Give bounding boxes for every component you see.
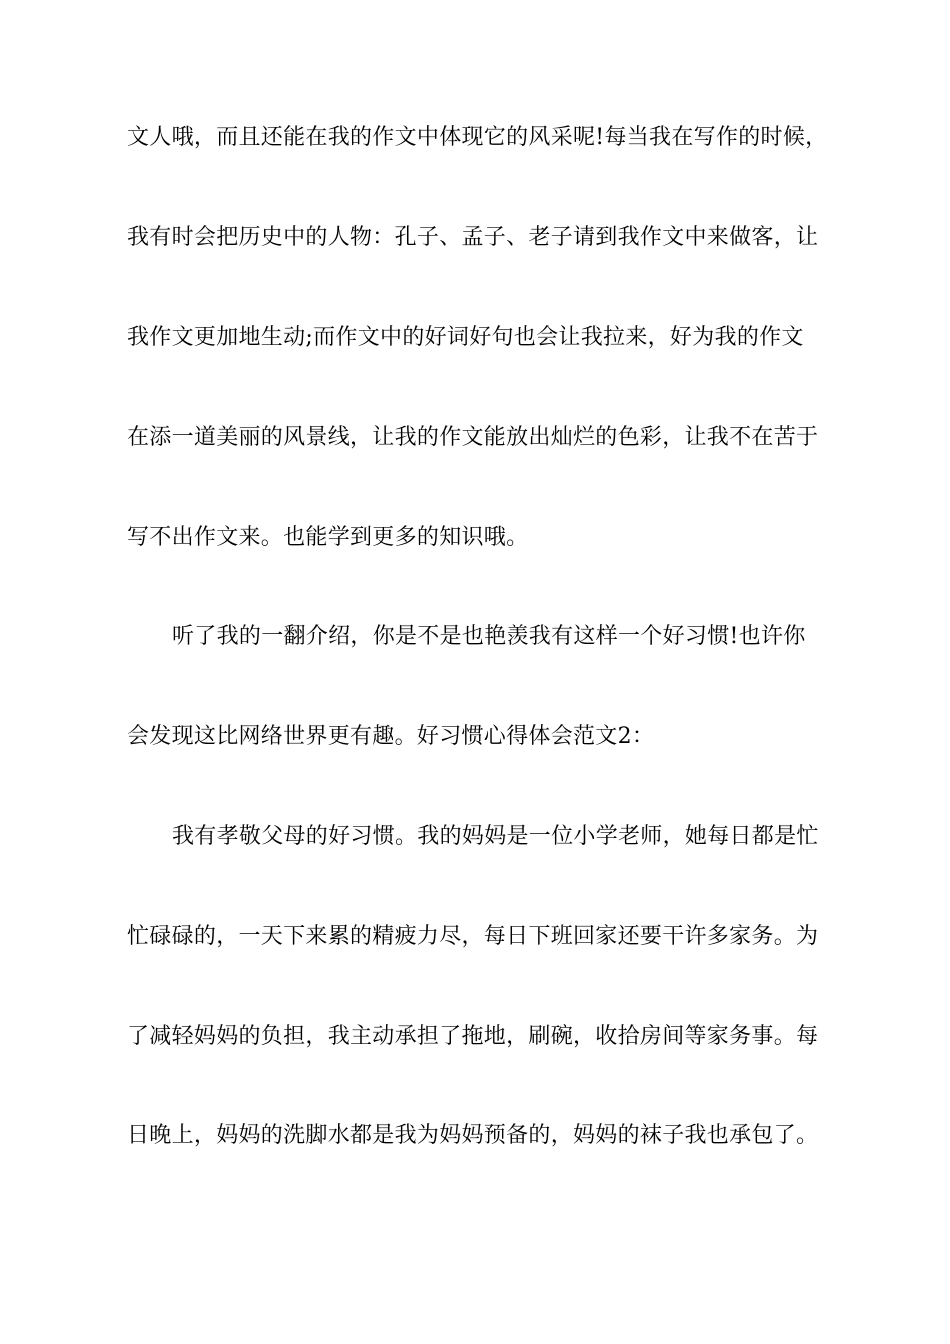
text-line: 在添一道美丽的风景线，让我的作文能放出灿烂的色彩，让我不在苦于	[127, 425, 819, 450]
text-line: 文人哦，而且还能在我的作文中体现它的风采呢!每当我在写作的时候，	[127, 125, 828, 150]
paragraph-first-line: 我有孝敬父母的好习惯。我的妈妈是一位小学老师，她每日都是忙	[172, 824, 819, 849]
text-line: 会发现这比网络世界更有趣。好习惯心得体会范文2：	[127, 724, 655, 749]
text-line: 我有时会把历史中的人物：孔子、孟子、老子请到我作文中来做客，让	[127, 225, 819, 250]
text-line: 写不出作文来。也能学到更多的知识哦。	[127, 525, 529, 550]
text-line: 我作文更加地生动;而作文中的好词好句也会让我拉来，好为我的作文	[127, 325, 804, 350]
paragraph-first-line: 听了我的一翻介绍，你是不是也艳羡我有这样一个好习惯!也许你	[172, 624, 806, 649]
text-line: 忙碌碌的，一天下来累的精疲力尽，每日下班回家还要干许多家务。为	[127, 924, 819, 949]
text-line: 了减轻妈妈的负担，我主动承担了拖地，刷碗，收拾房间等家务事。每	[127, 1024, 819, 1049]
text-line: 日晚上，妈妈的洗脚水都是我为妈妈预备的，妈妈的袜子我也承包了。	[127, 1123, 819, 1148]
